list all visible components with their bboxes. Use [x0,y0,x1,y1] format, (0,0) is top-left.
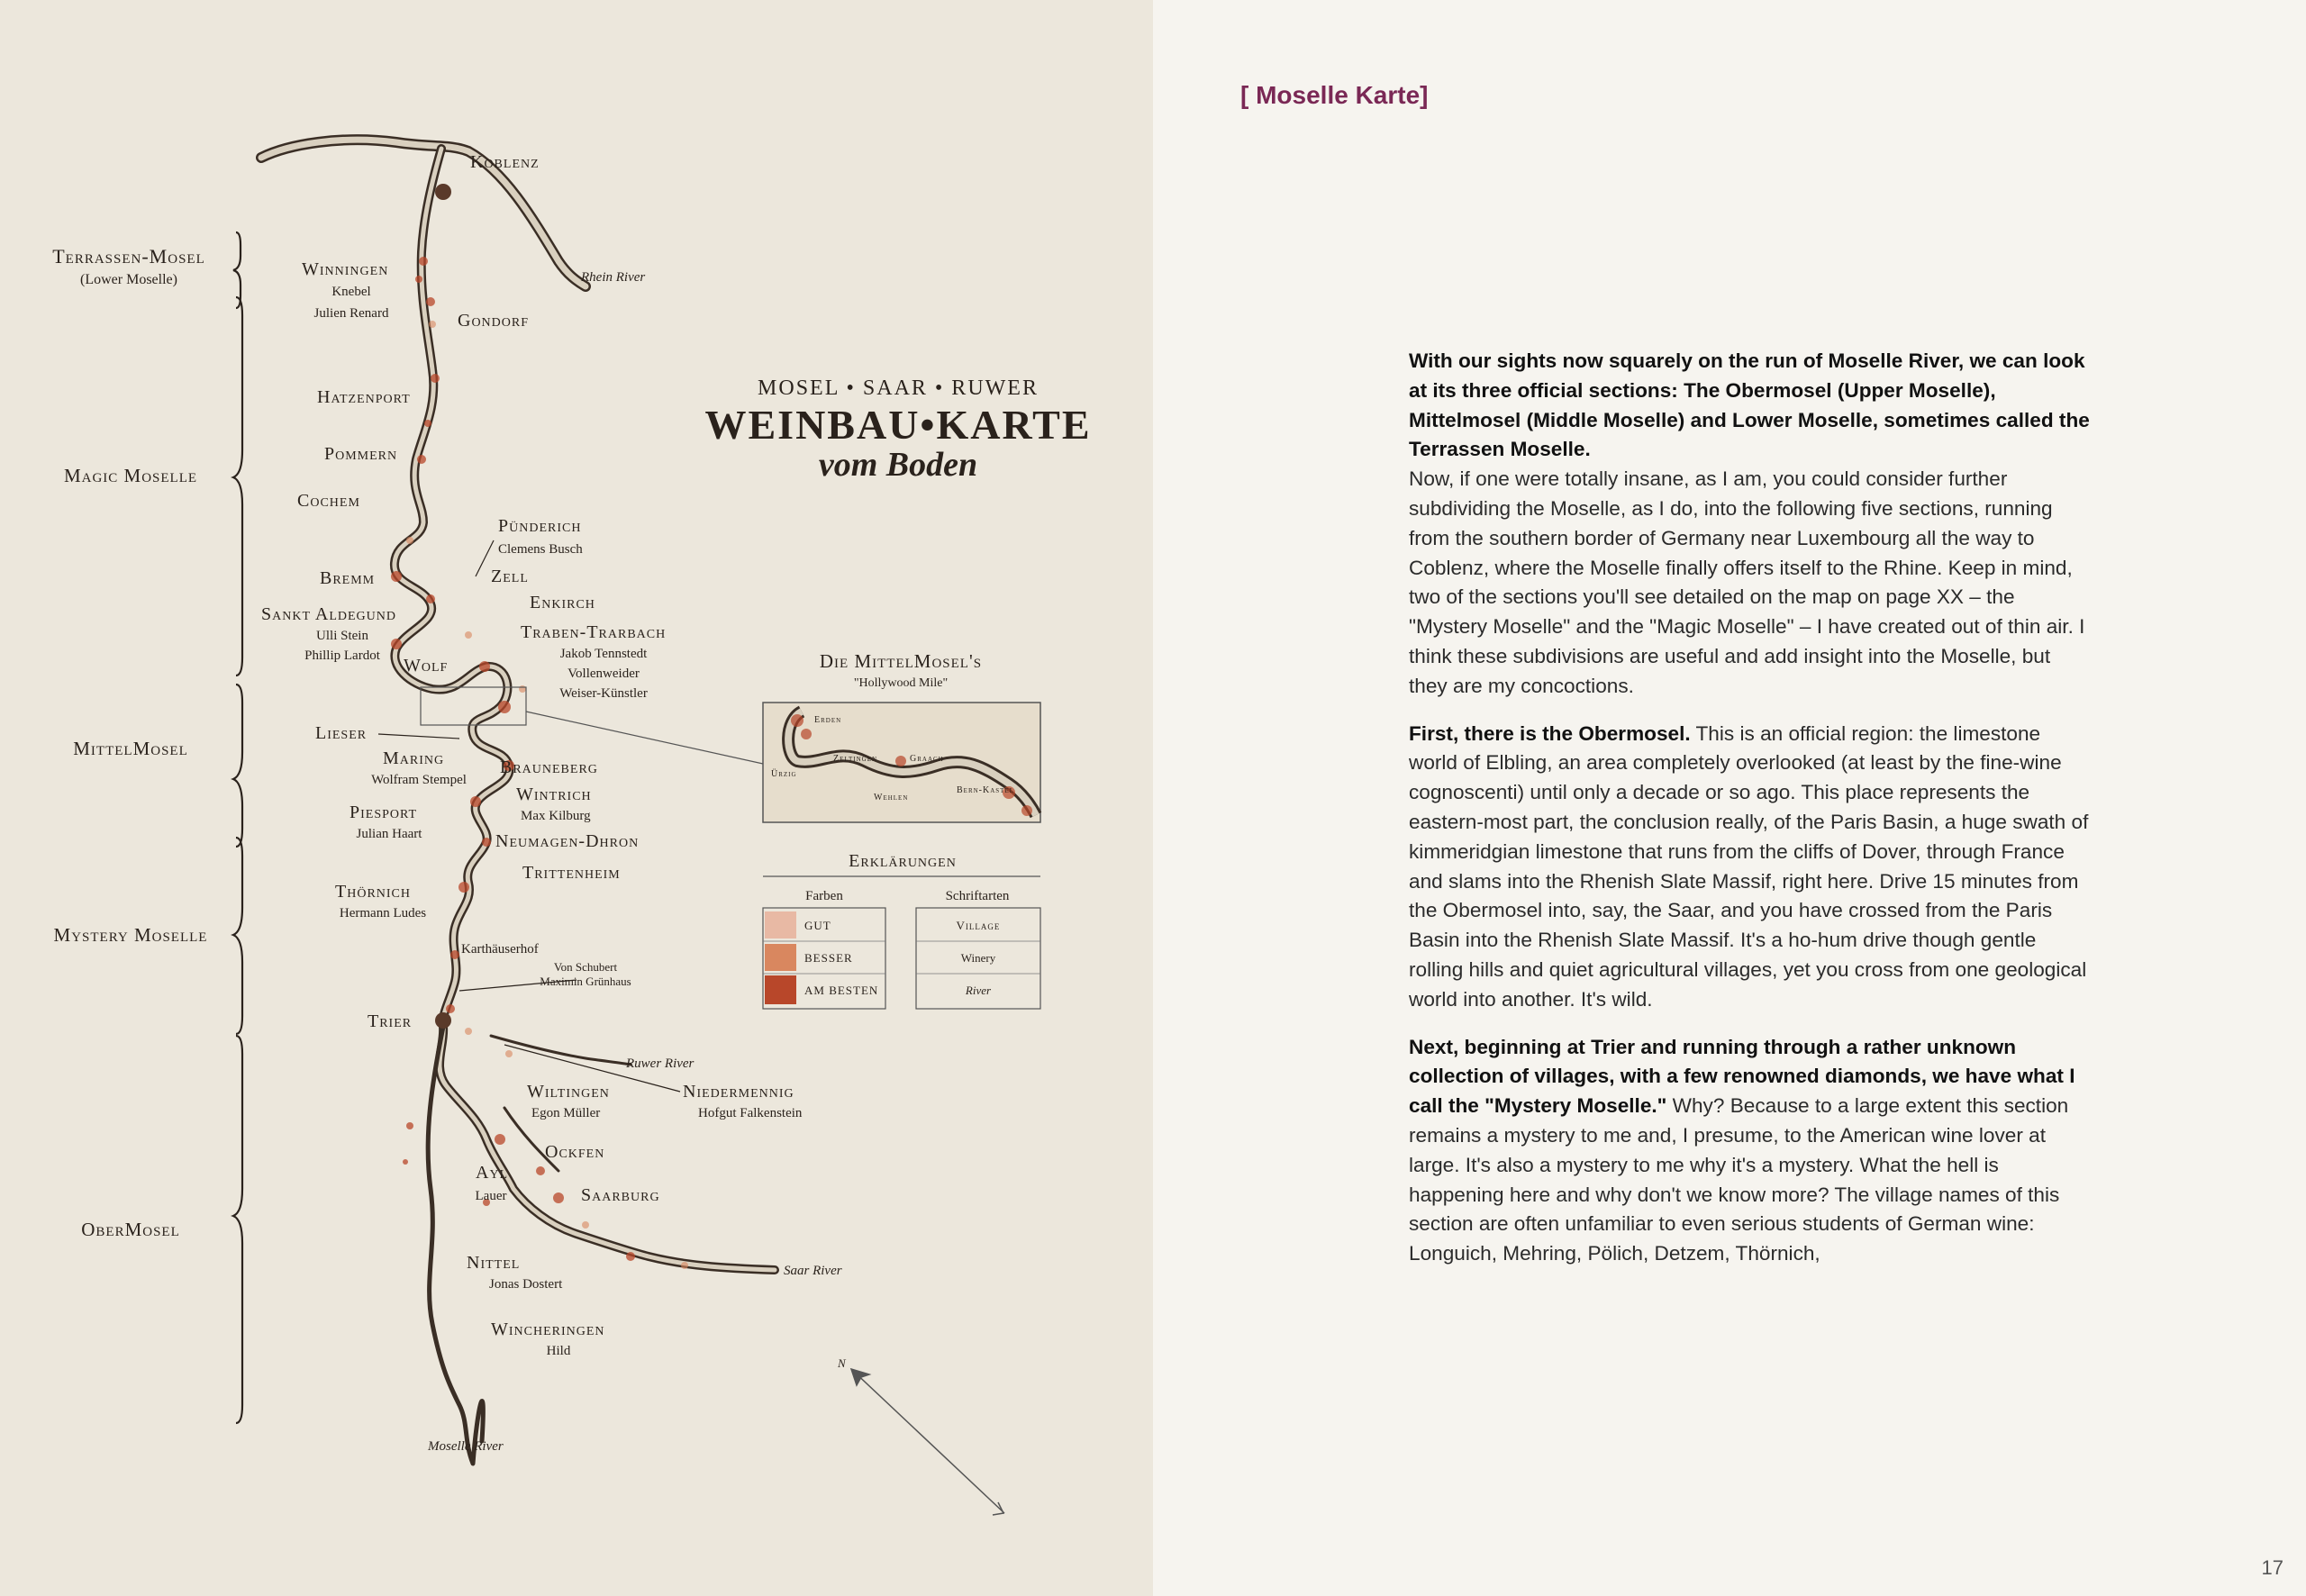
village-wincheringen: Wincheringen [491,1319,605,1339]
village-ayl: Ayl [476,1163,509,1183]
ruwer-river-label: Ruwer River [626,1056,695,1071]
winery-lauer: Lauer [475,1189,507,1203]
region-terrassen-mosel: Terrassen-Mosel [52,245,205,268]
legend-fonts-heading: Schriftarten [945,889,1010,903]
winery-von-schubert: Von Schubert [553,960,618,974]
winery-clemens-busch: Clemens Busch [498,542,583,557]
winery-hermann-ludes: Hermann Ludes [339,906,427,920]
paragraph-1-lead: With our sights now squarely on the run of Moselle River, we can look at its three official sections: The Obermosel (Upper Moselle), Mittelmosel (Middle Moselle) and Lower Moselle, sometimes called the Terrassen Moselle. [1409,349,2090,461]
winery-julian-haart: Julian Haart [356,827,422,841]
map-subtitle: vom Boden [818,446,978,484]
winery-jakob-tennstedt: Jakob Tennstedt [559,647,648,661]
winery-egon-muller: Egon Müller [531,1106,601,1120]
village-zell: Zell [491,567,529,586]
winery-max-kilburg: Max Kilburg [521,809,591,823]
legend-font-winery: Winery [960,951,996,965]
village-lieser: Lieser [315,723,368,743]
village-enkirch: Enkirch [530,593,595,612]
text-page [1153,0,2306,1596]
legend-swatch-gut [765,911,796,939]
inset-title: Die MittelMosel's [819,650,983,672]
village-karthauserhof: Karthäuserhof [461,942,539,957]
village-cochem: Cochem [297,491,360,511]
saar-river-label: Saar River [784,1264,842,1278]
village-pommern: Pommern [324,444,398,464]
legend-swatch-besser [765,944,796,971]
legend-colors-heading: Farben [805,889,843,903]
koblenz-city-dot [435,184,451,200]
winery-jonas-dostert: Jonas Dostert [489,1277,563,1292]
region-labels [52,245,207,1240]
moselle-river-label: Moselle River [428,1439,504,1454]
village-wolf: Wolf [404,656,449,676]
legend-swatch-am-besten [765,975,796,1004]
region-magic-moselle: Magic Moselle [63,465,198,486]
village-nittel: Nittel [467,1253,521,1273]
page-number: 17 [2261,1556,2283,1579]
inset-place-zeltingen: Zeltingen [833,754,878,764]
hollywood-mile-inset [763,650,1040,822]
village-gondorf: Gondorf [458,311,530,331]
map-title-block [705,376,1092,484]
legend-label-besser: BESSER [804,951,853,965]
village-sankt-aldegund: Sankt Aldegund [261,604,397,624]
section-title: [ Moselle Karte] [1240,81,1429,109]
inset-place-erden: Erden [814,715,842,725]
winery-ulli-stein: Ulli Stein [316,629,368,643]
north-arrow-icon [837,1356,1004,1515]
map-legend [763,851,1040,1009]
inset-connector-line [526,712,763,764]
winery-vollenweider: Vollenweider [567,667,640,681]
village-piesport: Piesport [350,803,418,822]
paragraph-1 [1409,347,2093,702]
winery-hild: Hild [546,1344,571,1358]
legend-title: Erklärungen [849,851,957,871]
winery-knebel: Knebel [331,285,371,299]
region-mystery-moselle: Mystery Moselle [53,924,208,946]
village-niedermennig: Niedermennig [683,1082,794,1102]
region-mittelmosel: MittelMosel [73,738,188,759]
village-labels [261,152,803,1358]
river-labels [427,270,842,1454]
region-lower-moselle: (Lower Moselle) [80,272,177,287]
compass-north-label: N [838,1356,846,1370]
paragraph-3-text: Why? Because to a large extent this section remains a mystery to me and, I presume, to the American wine lover at large. It's also a mystery to me why it's a mystery. What the hell is happening here and why don't we know more? The village names of this section are often unfamiliar to even serious students of German wine: Longuich, Mehring, Pölich, Detzem, Thörnich, [1409,1094,2069,1265]
village-koblenz: Koblenz [470,152,540,172]
legend-label-am-besten: AM BESTEN [804,984,879,997]
village-brauneberg: Brauneberg [500,757,598,777]
paragraph-2-text: This is an official region: the limestone world of Elbling, an area completely overlooked (at least by the fine-wine cognoscenti) until only a decade or so ago. This place represents the eastern-most part, the conclusion really, of the Paris Basin, a huge swath of kimmeridgian limestone that runs from the cliffs of Dover, through France and slams into the Rhenish Slate Massif, right here. Drive 15 minutes from the Obermosel into, say, the Saar, and you have crossed from the Paris Basin into the Rhenish Slate Massif. It's a ho-hum drive though gentle rolling hills and quiet agricultural villages, yet you cross from one geological world into another. It's wild. [1409,721,2089,1011]
legend-label-gut: GUT [804,919,831,932]
paragraph-2 [1409,720,2093,1015]
region-obermosel: OberMosel [81,1219,180,1240]
inset-place-graach: Graach [910,754,944,764]
legend-font-river: River [965,984,992,997]
winery-maximin-grunhaus: Maximin Grünhaus [540,975,631,988]
village-neumagen-dhron: Neumagen-Dhron [495,831,640,851]
article-body [1409,347,2093,1287]
inset-place-wehlen: Wehlen [874,793,909,803]
paragraph-3 [1409,1033,2093,1269]
paragraph-1-text: Now, if one were totally insane, as I am, you could consider further subdividing the Moselle, as I do, into the following five sections, running from the southern border of Germany near Luxembourg all the way to Coblenz, where the Moselle finally offers itself to the Rhine. Keep in mind, two of the sections you'll see detailed on the map on page XX – the "Mystery Moselle" and the "Magic Moselle" – I have created out of thin air. I think these subdivisions are useful and add insight into the Moselle, but they are my concoctions. [1409,467,2085,697]
paragraph-2-lead: First, there is the Obermosel. [1409,721,1691,745]
village-bremm: Bremm [320,568,376,588]
village-maring: Maring [383,748,445,768]
inset-subtitle: "Hollywood Mile" [853,676,949,690]
map-title: WEINBAU•KARTE [704,402,1092,448]
map-header: MOSEL • SAAR • RUWER [758,376,1039,400]
village-trittenheim: Trittenheim [522,863,621,883]
trier-city-dot [435,1012,451,1029]
winery-hofgut-falkenstein: Hofgut Falkenstein [698,1106,803,1120]
inset-place-urzig: Ürzig [771,769,797,779]
village-wintrich: Wintrich [516,784,592,804]
moselle-river-line [395,149,775,1270]
village-traben-trarbach: Traben-Trarbach [521,622,667,642]
winery-wolfram-stempel: Wolfram Stempel [371,773,467,787]
winery-phillip-lardot: Phillip Lardot [304,648,380,663]
village-saarburg: Saarburg [581,1185,660,1205]
village-thornich: Thörnich [335,882,411,902]
village-hatzenport: Hatzenport [317,387,411,407]
rhein-river-label: Rhein River [581,270,646,285]
village-punderich: Pünderich [498,516,582,536]
paragraph-3-lead: Next, beginning at Trier and running through a rather unknown collection of villages, with a few renowned diamonds, we have what I call the "Mystery Moselle." [1409,1035,2075,1118]
village-wiltingen: Wiltingen [527,1082,610,1102]
village-ockfen: Ockfen [545,1142,605,1162]
legend-font-village: Village [956,919,1001,932]
winery-weiser-kunstler: Weiser-Künstler [559,686,648,701]
region-braces [233,232,242,1423]
village-winningen: Winningen [302,259,389,279]
inset-place-bern-kastel: Bern-Kastel [957,785,1014,795]
village-trier: Trier [368,1011,413,1031]
winery-julien-renard: Julien Renard [313,306,389,321]
